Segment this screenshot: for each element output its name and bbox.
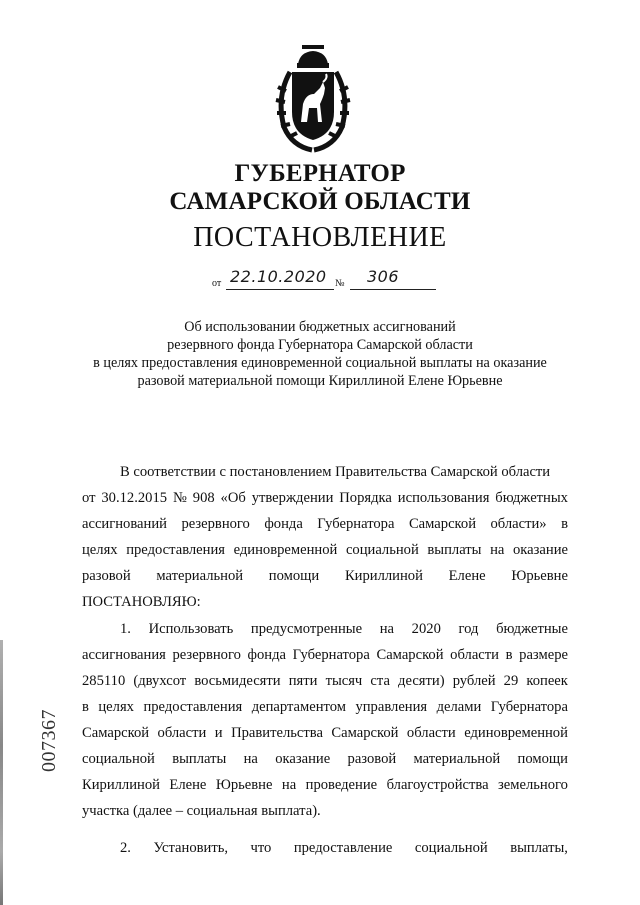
coat-of-arms-icon <box>268 42 358 154</box>
handwritten-number: 306 <box>367 267 400 286</box>
word: благоустройства <box>386 777 489 793</box>
word: целях <box>82 542 118 558</box>
word: материальной <box>413 751 501 767</box>
word: ста <box>370 673 390 689</box>
word: размере <box>519 647 568 663</box>
preamble <box>82 459 568 615</box>
subject-line: резервного фонда Губернатора Самарской области <box>167 337 473 353</box>
word: Кириллиной <box>82 777 160 793</box>
handwritten-date: 22.10.2020 <box>230 267 327 286</box>
word: бюджетные <box>496 621 568 637</box>
word: от <box>82 490 96 506</box>
word: Елене <box>169 777 207 793</box>
subject-line: Об использовании бюджетных ассигнований <box>184 319 456 335</box>
text-line <box>82 720 568 746</box>
number-underline <box>350 289 436 290</box>
word: предусмотренные <box>250 621 363 637</box>
date-label: от <box>212 278 222 289</box>
word: 29 <box>503 673 519 689</box>
text-line <box>82 835 568 861</box>
word: 908 <box>192 490 215 506</box>
word: социальной <box>82 751 155 767</box>
word: 2. <box>120 840 131 856</box>
word: использования <box>397 490 490 506</box>
word: на <box>490 542 505 558</box>
word: области <box>450 647 499 663</box>
word: предоставление <box>293 840 393 856</box>
word: 2020 <box>411 621 441 637</box>
text-line <box>82 746 568 772</box>
text-line <box>82 694 568 720</box>
issuer-title-line-1: ГУБЕРНАТОР <box>234 160 406 187</box>
word: Кириллиной <box>344 568 423 584</box>
document-type: ПОСТАНОВЛЕНИЕ <box>193 222 447 253</box>
word: 285110 <box>82 673 126 689</box>
word: Самарской <box>408 516 477 532</box>
word: ассигнований <box>82 516 167 532</box>
issuer-title-line-2: САМАРСКОЙ ОБЛАСТИ <box>169 188 471 215</box>
paragraph-1 <box>82 616 568 824</box>
word: разовой <box>82 568 131 584</box>
text-line <box>82 616 568 642</box>
word: предоставления <box>126 542 225 558</box>
word: (двухсот <box>133 673 187 689</box>
text-line <box>82 642 568 668</box>
word: Елене <box>448 568 486 584</box>
word: на <box>281 777 297 793</box>
word: области <box>157 725 207 741</box>
word: на <box>243 751 258 767</box>
word: тысяч <box>325 673 363 689</box>
text-line: участка (далее – социальная выплата). <box>82 803 321 819</box>
word: оказание <box>513 542 568 558</box>
word: Самарской <box>331 725 399 741</box>
word: ассигнования <box>82 647 166 663</box>
word: помощи <box>517 751 568 767</box>
word: фонда <box>264 516 303 532</box>
paragraph-2 <box>82 835 568 861</box>
word: Порядка <box>339 490 392 506</box>
word: Губернатора <box>490 699 568 715</box>
word: 30.12.2015 <box>101 490 168 506</box>
word: резервного <box>172 647 241 663</box>
word: Правительства <box>231 725 323 741</box>
word: разовой <box>347 751 397 767</box>
word: единовременной <box>233 542 338 558</box>
word: пяти <box>288 673 318 689</box>
word: Установить, <box>153 840 229 856</box>
text-line <box>82 511 568 537</box>
text-line <box>82 563 568 589</box>
word: социальной <box>345 542 419 558</box>
word: «Об <box>220 490 246 506</box>
side-stamp-number: 007367 <box>38 709 60 772</box>
word: материальной <box>156 568 244 584</box>
word: резервного <box>181 516 250 532</box>
word: в <box>561 516 568 532</box>
word: и <box>214 725 223 741</box>
word: на <box>379 621 395 637</box>
word: департаментом <box>251 699 346 715</box>
word: земельного <box>498 777 568 793</box>
word: единовременной <box>464 725 568 741</box>
word: Самарской <box>376 647 444 663</box>
word: 1. <box>120 621 131 637</box>
word: области» <box>490 516 547 532</box>
word: Использовать <box>148 621 234 637</box>
word: год <box>458 621 479 637</box>
subject-line: в целях предоставления единовременной социальной выплаты на оказание <box>93 355 547 371</box>
word: Юрьевне <box>215 777 273 793</box>
text-line <box>82 668 568 694</box>
text-line <box>82 772 568 798</box>
word: области <box>406 725 456 741</box>
number-label: № <box>335 278 345 289</box>
subject-line: разовой материальной помощи Кириллиной Елене Юрьевне <box>137 373 503 389</box>
word: выплаты <box>427 542 482 558</box>
text-line: В соответствии с постановлением Правительства Самарской области <box>120 464 551 480</box>
word: Юрьевне <box>511 568 568 584</box>
word: социальной <box>414 840 488 856</box>
word: выплаты, <box>510 840 568 856</box>
word: бюджетных <box>495 490 568 506</box>
word: копеек <box>526 673 568 689</box>
document-subject <box>60 318 580 390</box>
word: восьмидесяти <box>194 673 281 689</box>
word: Губернатора <box>317 516 395 532</box>
word: оказание <box>275 751 331 767</box>
decree-word: ПОСТАНОВЛЯЮ: <box>82 594 201 610</box>
word: фонда <box>247 647 287 663</box>
word: проведение <box>305 777 378 793</box>
word: делами <box>436 699 482 715</box>
date-number-line <box>212 267 442 296</box>
word: целях <box>98 699 134 715</box>
word: № <box>172 490 187 506</box>
text-line <box>82 537 568 563</box>
word: предоставления <box>143 699 243 715</box>
word: в <box>505 647 513 663</box>
word: десяти) <box>398 673 445 689</box>
word: помощи <box>268 568 320 584</box>
word: утверждении <box>251 490 334 506</box>
date-underline <box>226 289 334 290</box>
scan-edge <box>0 640 3 905</box>
word: Губернатора <box>292 647 370 663</box>
word: управления <box>355 699 428 715</box>
text-line <box>82 485 568 511</box>
word: выплаты <box>172 751 227 767</box>
word: рублей <box>452 673 496 689</box>
word: Самарской <box>82 725 150 741</box>
word: что <box>250 840 272 856</box>
word: в <box>82 699 89 715</box>
